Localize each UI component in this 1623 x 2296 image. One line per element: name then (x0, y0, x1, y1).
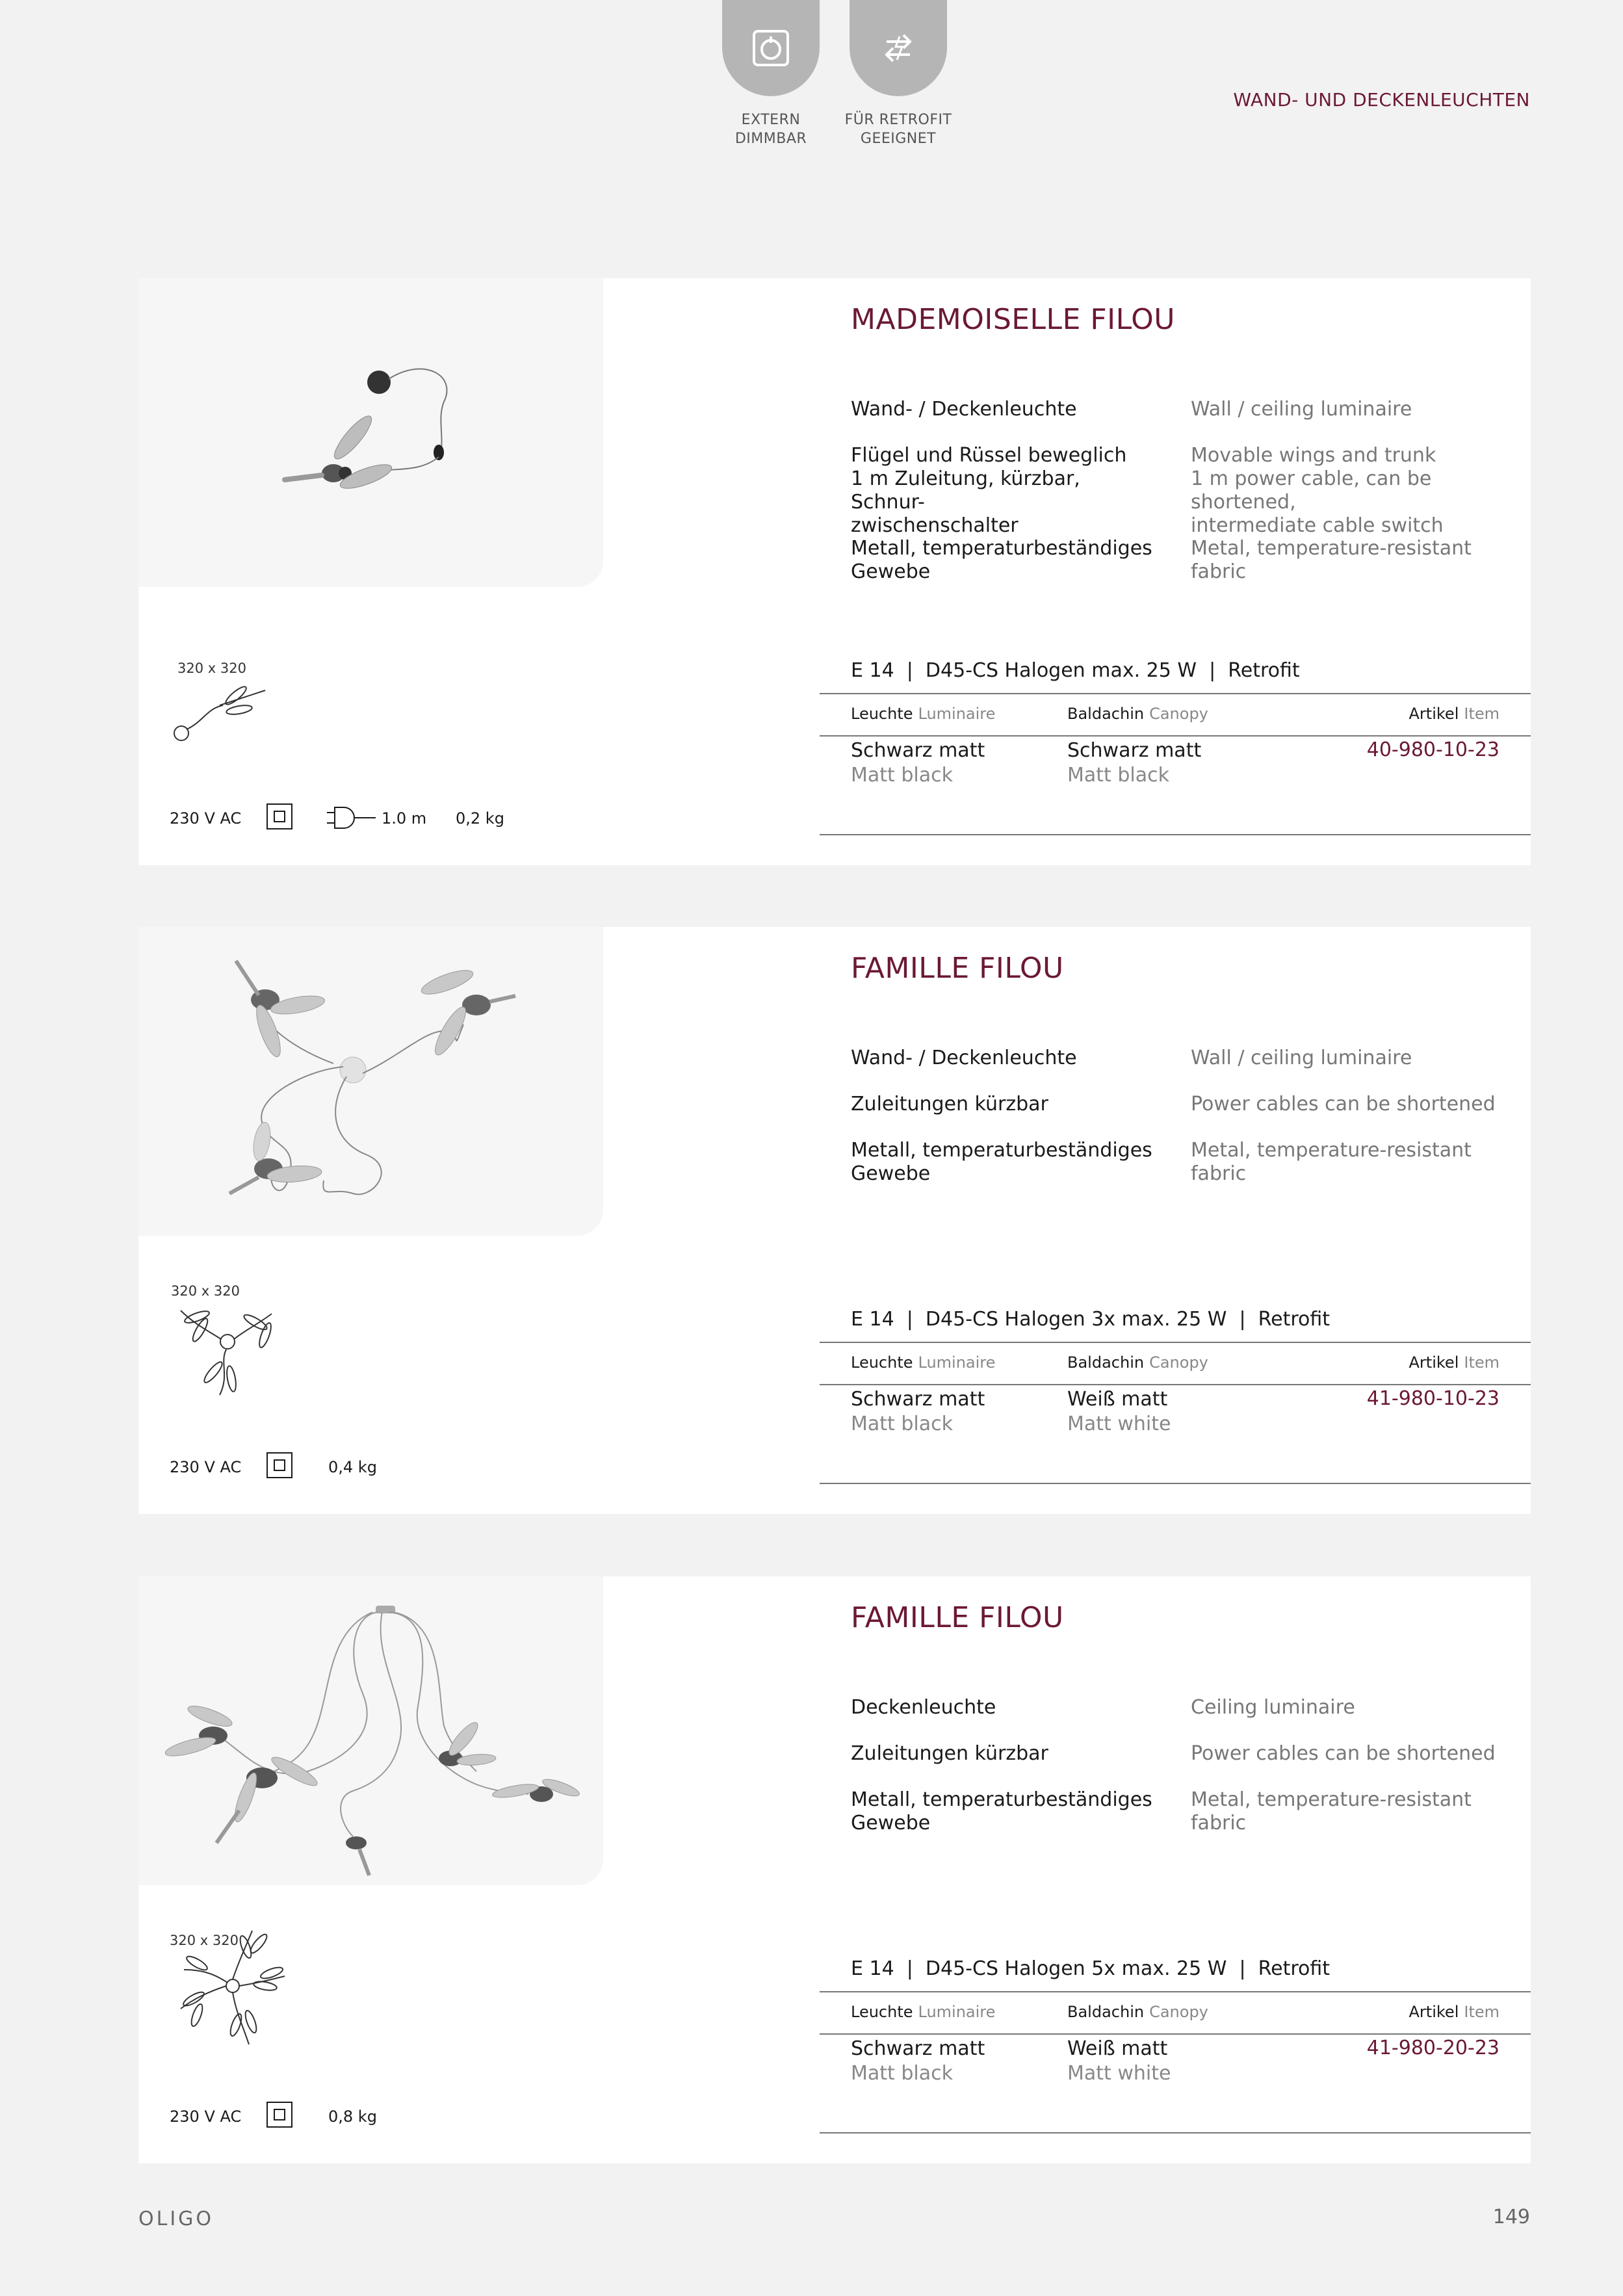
header-item (1409, 705, 1500, 723)
desc-en-2: Power cables can be shortened (1191, 1742, 1496, 1765)
header-luminaire-en: Luminaire (918, 2003, 996, 2021)
luminaire-finish-de: Schwarz matt (851, 2037, 985, 2060)
lamp-spec: E 14 | D45-CS Halogen 5x max. 25 W | Retrofit (851, 1957, 1331, 1980)
lamp-spec: E 14 | D45-CS Halogen max. 25 W | Retrofit (851, 659, 1300, 682)
lamp-spec: E 14 | D45-CS Halogen 3x max. 25 W | Retrofit (851, 1308, 1331, 1331)
weight: 0,4 kg (328, 1458, 377, 1476)
luminaire-finish-en: Matt black (851, 2062, 953, 2085)
cable-length: 1.0 m (382, 809, 427, 828)
header-canopy (1067, 705, 1208, 723)
voltage: 230 V AC (170, 809, 242, 828)
retrofit-badge-line1: FÜR RETROFIT (844, 112, 952, 128)
desc-de-1: Wand- / Deckenleuchte (851, 398, 1077, 421)
header-item (1409, 1353, 1500, 1372)
header-canopy-en: Canopy (1149, 705, 1208, 723)
table-header-rule (820, 1384, 1531, 1385)
famille-filou-ceiling-image (138, 1576, 603, 1885)
dimension-label: 320 x 320 (170, 1933, 239, 1948)
table-header-rule (820, 2033, 1531, 2035)
product-name: FAMILLE FILOU (851, 952, 1064, 985)
header-item-en: Item (1464, 1353, 1500, 1372)
desc-en-2: Power cables can be shortened (1191, 1093, 1496, 1115)
table-bottom-rule (820, 2132, 1531, 2133)
page-number: 149 (1492, 2206, 1530, 2228)
product-name: MADEMOISELLE FILOU (851, 303, 1175, 336)
desc-de-3: Metall, temperaturbeständiges Gewebe (851, 537, 1152, 583)
header-item-de: Artikel (1409, 705, 1459, 723)
header-luminaire-en: Luminaire (918, 1353, 996, 1372)
section-title: WAND- UND DECKENLEUCHTEN (1233, 89, 1530, 111)
desc-en-1: Wall / ceiling luminaire (1191, 398, 1412, 421)
canopy-finish-de: Schwarz matt (1067, 739, 1202, 762)
header-item (1409, 2003, 1500, 2021)
weight: 0,8 kg (328, 2107, 377, 2126)
header-canopy-de: Baldachin (1067, 2003, 1145, 2021)
dimmer-icon (751, 29, 790, 68)
header-luminaire (851, 2003, 995, 2021)
header-item-en: Item (1464, 705, 1500, 723)
desc-en-2: Movable wings and trunk 1 m power cable, can be shortened, intermediate cable switch (1191, 444, 1444, 537)
article-number[interactable]: 41-980-20-23 (1366, 2037, 1500, 2059)
article-number[interactable]: 40-980-10-23 (1366, 738, 1500, 761)
dimension-label: 320 x 320 (177, 660, 246, 676)
canopy-finish-en: Matt black (1067, 764, 1169, 787)
protection-class-ii-icon (266, 1452, 292, 1478)
desc-de-3: Metall, temperaturbeständiges Gewebe (851, 1139, 1152, 1185)
retrofit-badge-line2: GEEIGNET (860, 131, 937, 147)
luminaire-finish (851, 738, 985, 788)
luminaire-finish-en: Matt black (851, 764, 953, 787)
voltage: 230 V AC (170, 2107, 242, 2126)
luminaire-finish (851, 1387, 985, 1437)
table-top-rule (820, 693, 1531, 694)
canopy-finish (1067, 738, 1201, 788)
desc-en-3: Metal, temperature-resistant fabric (1191, 1139, 1472, 1185)
header-canopy-de: Baldachin (1067, 705, 1145, 723)
voltage: 230 V AC (170, 1458, 242, 1476)
canopy-finish (1067, 2037, 1171, 2086)
desc-de-2: Zuleitungen kürzbar (851, 1742, 1048, 1765)
protection-class-ii-icon (266, 803, 292, 829)
product-name: FAMILLE FILOU (851, 1601, 1064, 1634)
dimmer-badge-line2: DIMMBAR (734, 131, 807, 147)
product-card-3 (138, 1576, 1531, 2163)
desc-de-2: Flügel und Rüssel beweglich 1 m Zuleitung, kürzbar, Schnur- zwischenschalter (851, 444, 1127, 537)
retrofit-icon (877, 27, 919, 69)
table-top-rule (820, 1991, 1531, 1992)
canopy-finish-de: Weiß matt (1067, 1388, 1168, 1411)
header-luminaire-de: Leuchte (851, 705, 913, 723)
product-card-1 (138, 278, 1531, 865)
luminaire-finish-de: Schwarz matt (851, 739, 985, 762)
desc-de-3: Metall, temperaturbeständiges Gewebe (851, 1788, 1152, 1834)
header-luminaire-de: Leuchte (851, 1353, 913, 1372)
product-card-2 (138, 927, 1531, 1514)
header-luminaire (851, 705, 995, 723)
desc-de-2: Zuleitungen kürzbar (851, 1093, 1048, 1115)
desc-en-3: Metal, temperature-resistant fabric (1191, 1788, 1472, 1834)
desc-en-3: Metal, temperature-resistant fabric (1191, 537, 1472, 583)
product-photo (138, 927, 603, 1236)
header-luminaire-en: Luminaire (918, 705, 996, 723)
header-canopy-en: Canopy (1149, 2003, 1208, 2021)
header-canopy (1067, 2003, 1208, 2021)
mademoiselle-filou-image (138, 278, 603, 587)
dimmer-badge-line1: EXTERN (741, 112, 801, 128)
desc-en-1: Ceiling luminaire (1191, 1696, 1355, 1719)
luminaire-finish-en: Matt black (851, 1413, 953, 1435)
luminaire-finish-de: Schwarz matt (851, 1388, 985, 1411)
article-number[interactable]: 41-980-10-23 (1366, 1387, 1500, 1410)
protection-class-ii-icon (266, 2102, 292, 2128)
plug-icon (327, 805, 379, 831)
dimension-drawing (168, 1298, 285, 1402)
product-photo (138, 1576, 603, 1885)
canopy-finish-en: Matt white (1067, 2062, 1171, 2085)
desc-de-1: Wand- / Deckenleuchte (851, 1047, 1077, 1069)
header-item-de: Artikel (1409, 2003, 1459, 2021)
retrofit-badge-label (827, 111, 970, 148)
canopy-finish-en: Matt white (1067, 1413, 1171, 1435)
dimension-drawing (168, 1921, 291, 2051)
famille-filou-wall-image (138, 927, 603, 1236)
luminaire-finish (851, 2037, 985, 2086)
header-item-de: Artikel (1409, 1353, 1459, 1372)
header-canopy-de: Baldachin (1067, 1353, 1145, 1372)
canopy-finish-de: Weiß matt (1067, 2037, 1168, 2060)
header-item-en: Item (1464, 2003, 1500, 2021)
canopy-finish (1067, 1387, 1171, 1437)
table-header-rule (820, 735, 1531, 737)
header-canopy (1067, 1353, 1208, 1372)
header-canopy-en: Canopy (1149, 1353, 1208, 1372)
oligo-logo: OLIGO (138, 2208, 214, 2230)
header-luminaire (851, 1353, 995, 1372)
dimension-drawing (171, 676, 275, 748)
product-photo (138, 278, 603, 587)
table-bottom-rule (820, 1483, 1531, 1484)
desc-de-1: Deckenleuchte (851, 1696, 996, 1719)
dimmer-badge (722, 0, 820, 96)
retrofit-badge (850, 0, 947, 96)
table-bottom-rule (820, 834, 1531, 835)
header-luminaire-de: Leuchte (851, 2003, 913, 2021)
weight: 0,2 kg (456, 809, 504, 828)
dimmer-badge-label (699, 111, 842, 148)
table-top-rule (820, 1342, 1531, 1343)
dimension-label: 320 x 320 (171, 1283, 240, 1299)
desc-en-1: Wall / ceiling luminaire (1191, 1047, 1412, 1069)
